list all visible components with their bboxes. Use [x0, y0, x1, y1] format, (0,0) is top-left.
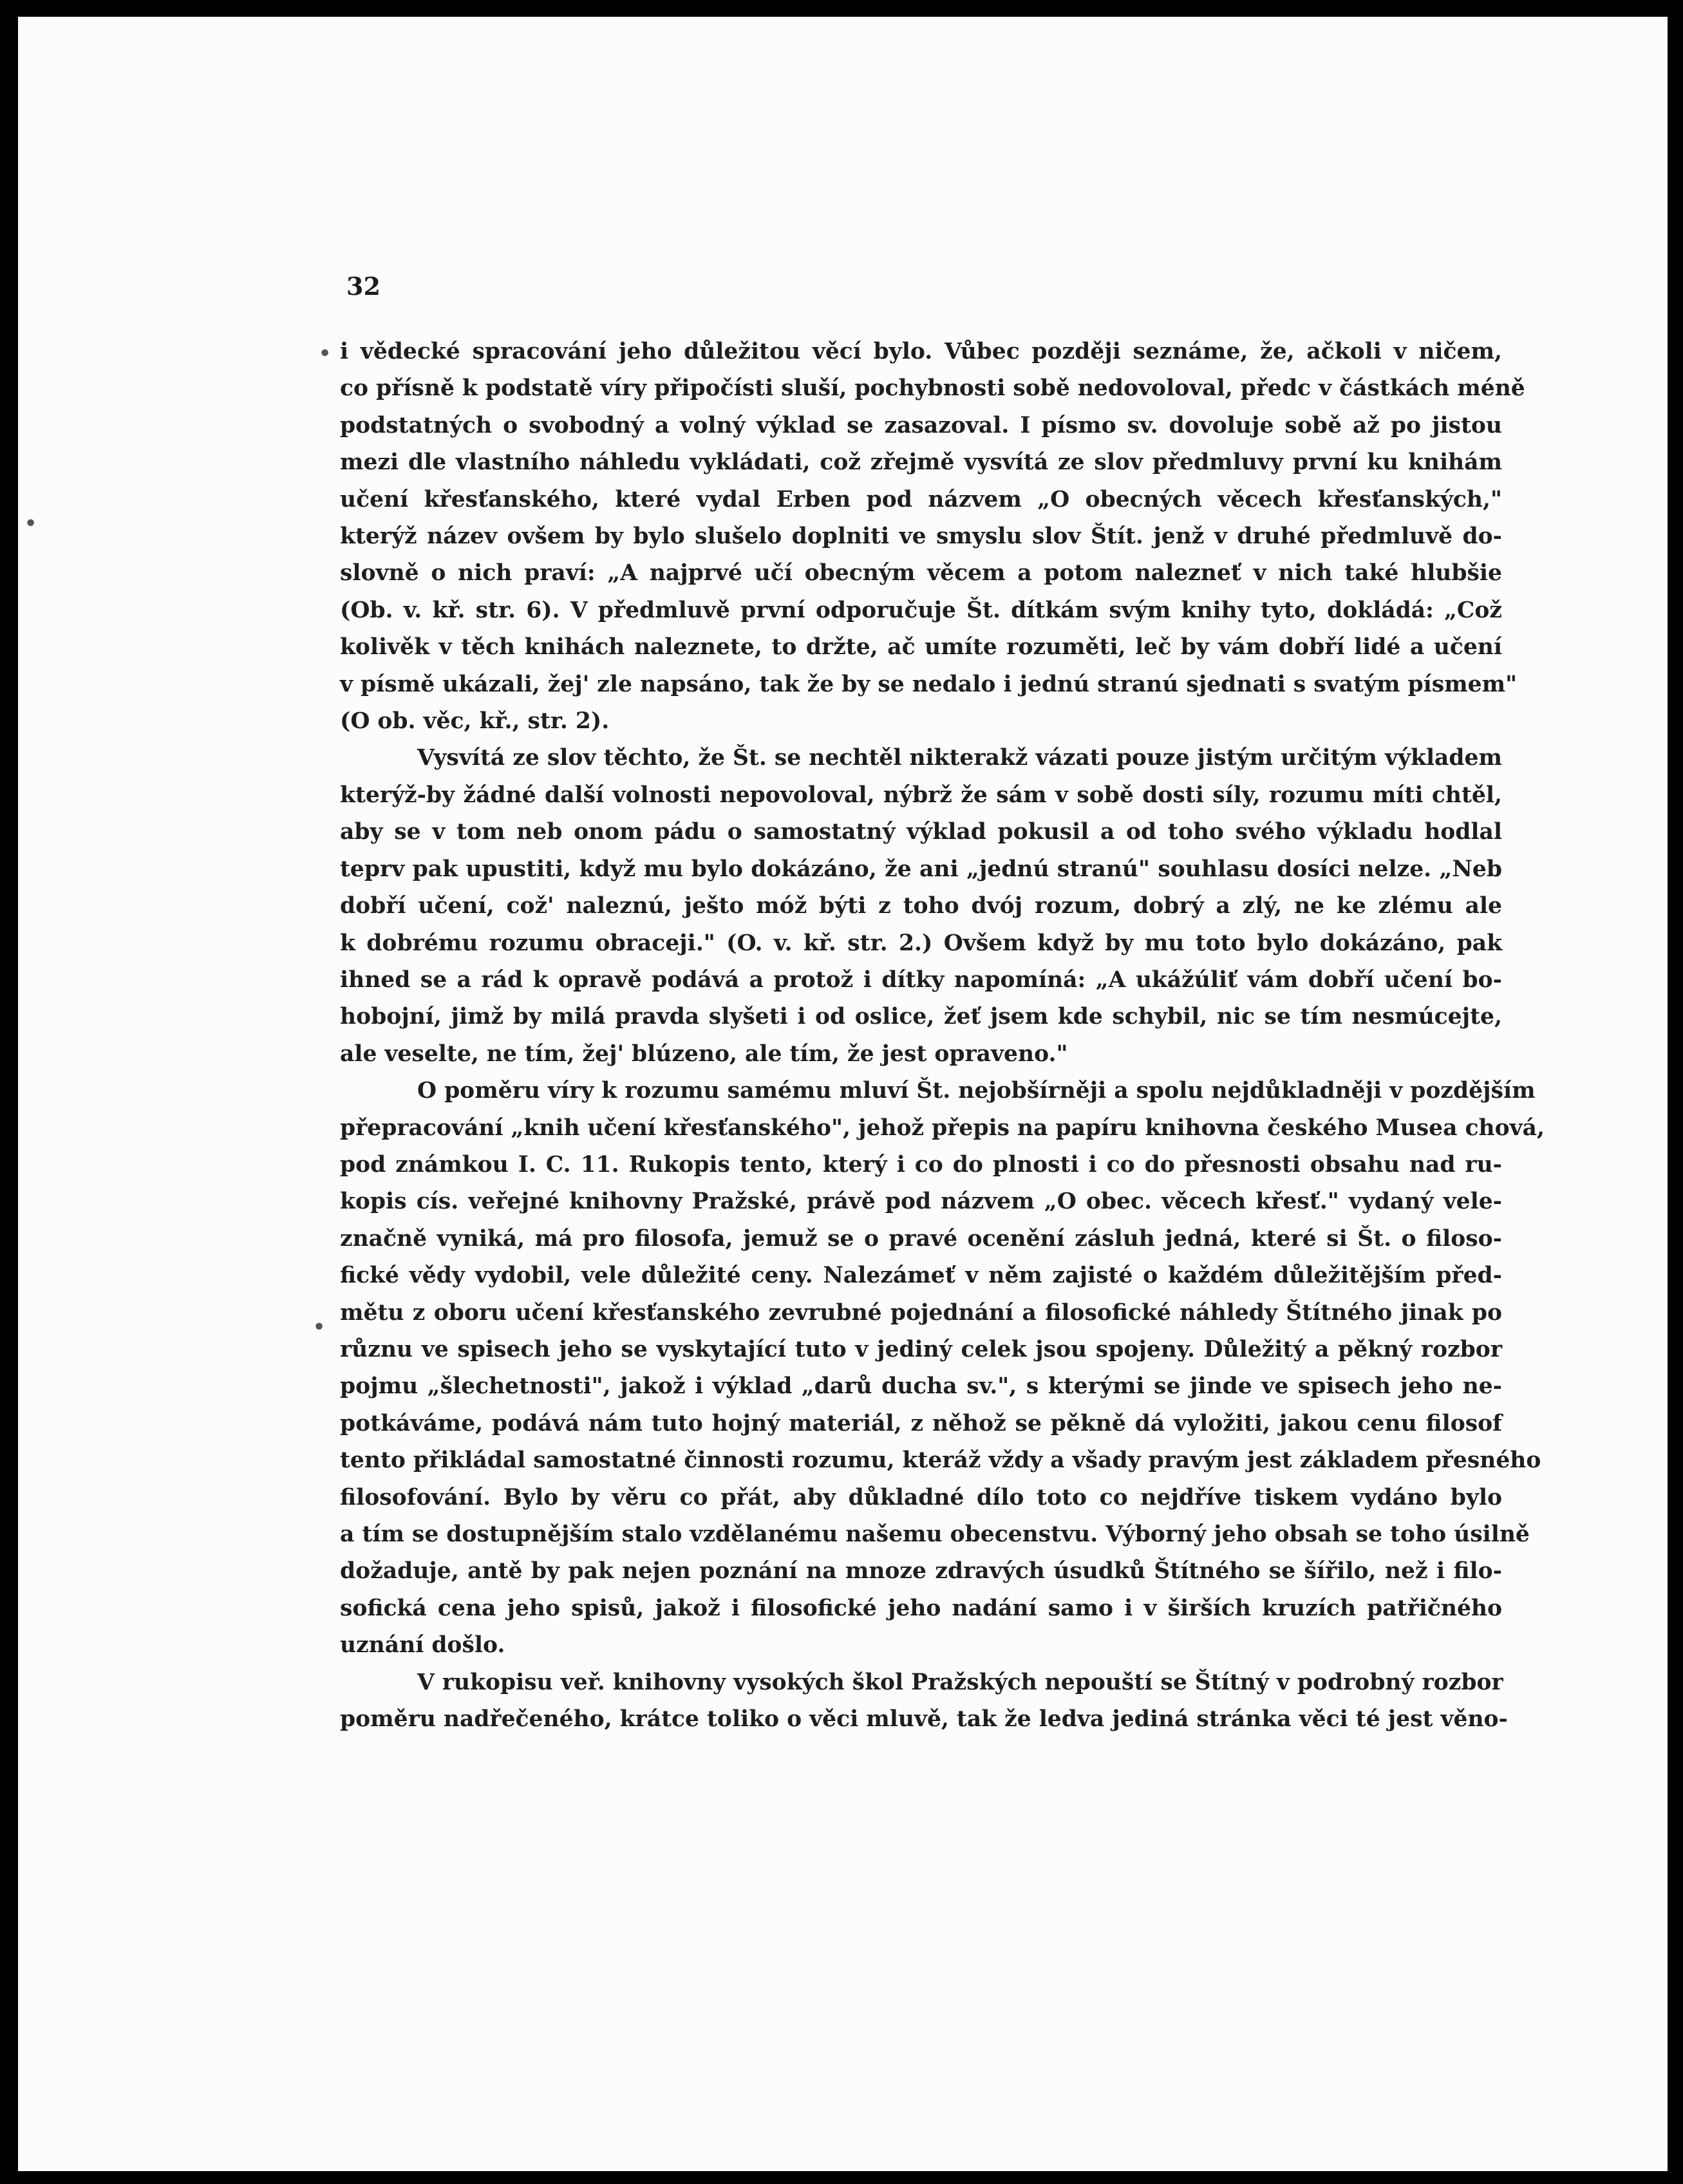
text-line: podstatných o svobodný a volný výklad se zasazoval. I písmo sv. dovoluje sobě až po jistou — [340, 412, 1502, 438]
paragraph — [340, 1073, 1545, 1664]
text-line: dožaduje, antě by pak nejen poznání na mnoze zdravých úsudků Štítného se šířilo, než i filo- — [340, 1558, 1502, 1585]
text-line: (O ob. věc, kř., str. 2). — [340, 708, 610, 735]
text-line: dobří učení, což' naleznú, ješto móž býti z toho dvój rozum, dobrý a zlý, ne ke zlému ale — [340, 893, 1502, 919]
text-line: kterýž-by žádné další volnosti nepovoloval, nýbrž že sám v sobě dosti síly, rozumu míti chtěl, — [340, 782, 1502, 808]
margin-dot: • — [319, 343, 332, 365]
text-line: Vysvítá ze slov těchto, že Št. se nechtěl nikterakž vázati pouze jistým určitým výkladem — [417, 745, 1502, 771]
text-line: k dobrému rozumu obraceji." (O. v. kř. str. 2.) Ovšem když by mu toto bylo dokázáno, pak — [340, 930, 1502, 956]
text-line: mezi dle vlastního náhledu vykládati, což zřejmě vysvítá ze slov předmluvy první ku knihám — [340, 449, 1502, 476]
text-line: pojmu „šlechetnosti", jakož i výklad „darů ducha sv.", s kterými se jinde ve spisech jeho ne- — [340, 1373, 1502, 1400]
text-line: uznání došlo. — [340, 1632, 505, 1659]
text-line: přepracování „knih učení křesťanského", jehož přepis na papíru knihovna českého Musea chová, — [340, 1115, 1545, 1141]
text-line: poměru nadřečeného, krátce toliko o věci mluvě, tak že ledva jediná stránka věci té jest věno- — [340, 1706, 1508, 1733]
page-number: 32 — [346, 272, 381, 301]
text-line: pod známkou I. C. 11. Rukopis tento, který i co do plnosti i co do přesnosti obsahu nad ru- — [340, 1151, 1502, 1178]
text-line: různu ve spisech jeho se vyskytající tuto v jediný celek jsou spojeny. Důležitý a pěkný rozbor — [340, 1336, 1502, 1362]
paragraph — [340, 740, 1502, 1073]
text-line: a tím se dostupnějším stalo vzdělanému našemu obecenstvu. Výborný jeho obsah se toho úsilně — [340, 1521, 1530, 1547]
text-line: aby se v tom neb onom pádu o samostatný výklad pokusil a od toho svého výkladu hodlal — [340, 819, 1502, 845]
text-line: V rukopisu veř. knihovny vysokých škol Pražských nepouští se Štítný v podrobný rozbor — [417, 1669, 1503, 1695]
paragraph — [340, 1664, 1508, 1738]
text-line: i vědecké spracování jeho důležitou věcí bylo. Vůbec později seznáme, že, ačkoli v ničem, — [340, 339, 1502, 364]
text-line: hobojní, jimž by milá pravda slyšeti i od oslice, žeť jsem kde schybil, nic se tím nesmúcejte, — [340, 1004, 1502, 1030]
margin-dot: • — [24, 513, 37, 535]
text-line: fické vědy vydobil, vele důležité ceny. Nalezámeť v něm zajisté o každém důležitějším před- — [340, 1263, 1502, 1289]
text-line: značně vyniká, má pro filosofa, jemuž se o pravé ocenění zásluh jedná, které si Št. o filoso- — [340, 1225, 1502, 1252]
text-line: slovně o nich praví: „A najprvé učí obecným věcem a potom nalezneť v nich také hlubšie — [340, 560, 1502, 587]
text-line: filosofování. Bylo by věru co přát, aby důkladné dílo toto co nejdříve tiskem vydáno bylo — [340, 1484, 1502, 1511]
text-line: v písmě ukázali, žej' zle napsáno, tak že by se nedalo i jednú stranú sjednati s svatým písmem" — [340, 671, 1518, 697]
text-line: ihned se a rád k opravě podává a protož i dítky napomíná: „A ukážúliť vám dobří učení bo- — [340, 966, 1502, 993]
margin-dot: • — [313, 1316, 326, 1339]
text-line: co přísně k podstatě víry připočísti sluší, pochybnosti sobě nedovoloval, předc v částkách méně — [340, 375, 1525, 402]
text-line: (Ob. v. kř. str. 6). V předmluvě první odporučuje Št. dítkám svým knihy tyto, dokládá: „Což — [340, 597, 1502, 623]
body-text — [340, 334, 1545, 1738]
text-line: kolivěk v těch knihách naleznete, to držte, ač umíte rozuměti, leč by vám dobří lidé a učení — [340, 634, 1502, 661]
text-line: kterýž název ovšem by bylo slušelo doplniti ve smyslu slov Štít. jenž v druhé předmluvě do- — [340, 523, 1502, 550]
text-line: mětu z oboru učení křesťanského zevrubné pojednání a filosofické náhledy Štítného jinak po — [340, 1299, 1502, 1326]
paragraph — [340, 334, 1525, 740]
text-line: učení křesťanského, které vydal Erben pod názvem „O obecných věcech křesťanských," — [340, 486, 1502, 513]
text-line: potkáváme, podává nám tuto hojný materiál, z něhož se pěkně dá vyložiti, jakou cenu filosof — [340, 1410, 1502, 1436]
text-line: tento přikládal samostatné činnosti rozumu, kteráž vždy a všady pravým jest základem přesného — [340, 1447, 1541, 1474]
text-line: kopis cís. veřejné knihovny Pražské, právě pod názvem „O obec. věcech křesť." vydaný vele- — [340, 1189, 1502, 1215]
text-line: O poměru víry k rozumu samému mluví Št. nejobšírněji a spolu nejdůkladněji v pozdějším — [417, 1078, 1536, 1104]
text-line: sofická cena jeho spisů, jakož i filosofické jeho nadání samo i v širších kruzích patřičného — [340, 1595, 1502, 1621]
page-sheet — [18, 17, 1668, 2171]
text-line: ale veselte, ne tím, žej' blúzeno, ale tím, že jest opraveno." — [340, 1040, 1068, 1067]
text-line: teprv pak upustiti, když mu bylo dokázáno, že ani „jednú stranú" souhlasu dosíci nelze. „Neb — [340, 856, 1502, 882]
